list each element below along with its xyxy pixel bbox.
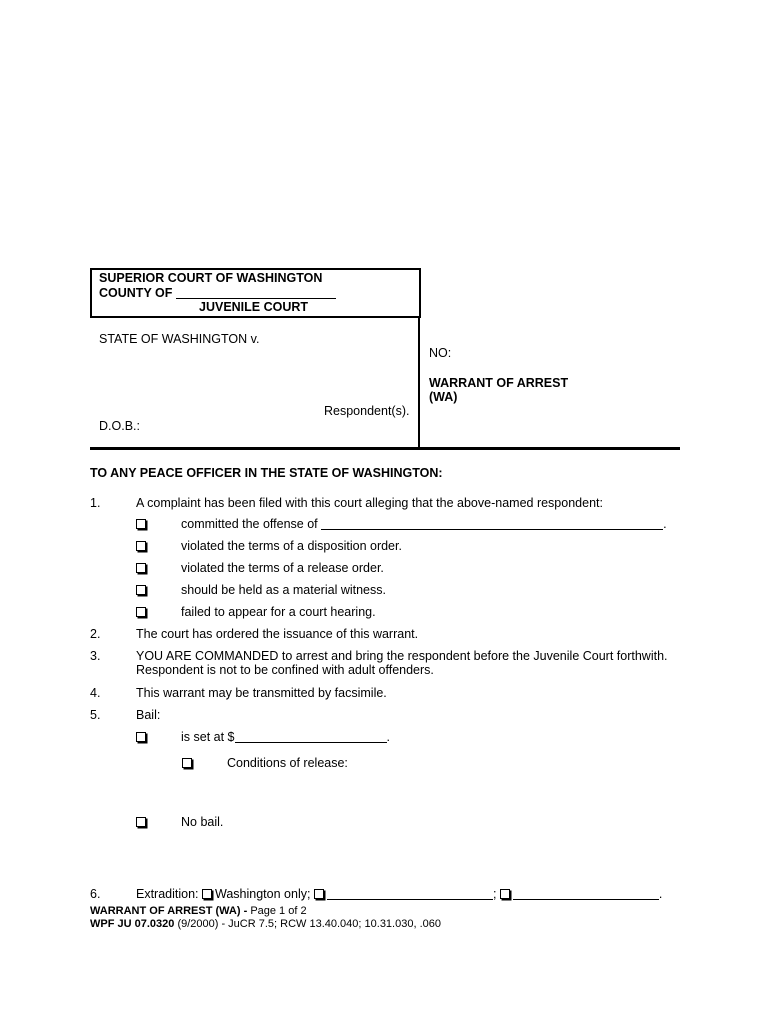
footer-form-id: WPF JU 07.0320 — [90, 918, 175, 930]
item-text: A complaint has been filed with this court alleging that the above-named respondent: — [136, 496, 603, 510]
checkbox-icon[interactable] — [202, 889, 212, 899]
checkbox-icon — [136, 519, 146, 529]
county-line — [99, 286, 336, 300]
bail-amount-line — [181, 730, 390, 744]
item-text: This warrant may be transmitted by facsimile. — [136, 686, 387, 700]
checkbox-icon — [136, 732, 146, 742]
document-title-line1: WARRANT OF ARREST — [429, 376, 569, 390]
checkbox[interactable] — [136, 583, 149, 597]
county-label: COUNTY OF — [99, 286, 173, 300]
caption-bottom-rule — [90, 447, 680, 450]
no-bail-label: No bail. — [181, 815, 224, 829]
extradition-blank-2[interactable] — [513, 887, 659, 900]
court-name: SUPERIOR COURT OF WASHINGTON — [99, 271, 323, 285]
footer-title: WARRANT OF ARREST (WA) - — [90, 905, 248, 917]
checkbox[interactable] — [136, 517, 149, 531]
allegation-label: violated the terms of a release order. — [181, 561, 384, 575]
state-vs-label: STATE OF WASHINGTON v. — [99, 332, 260, 346]
checkbox-icon[interactable] — [500, 889, 510, 899]
extradition-blank-1[interactable] — [327, 887, 493, 900]
period: . — [663, 517, 667, 531]
allegation-offense — [181, 517, 667, 531]
juvenile-court-label: JUVENILE COURT — [199, 300, 309, 314]
period: . — [386, 730, 390, 744]
caption-divider — [418, 316, 420, 449]
period: . — [658, 887, 663, 901]
bail-amount-blank[interactable] — [235, 730, 387, 743]
item-number: 4. — [90, 686, 101, 700]
item-number: 1. — [90, 496, 101, 510]
checkbox[interactable] — [136, 561, 149, 575]
footer-citation: (9/2000) - JuCR 7.5; RCW 13.40.040; 10.31.030, .060 — [177, 918, 441, 930]
dob-label: D.O.B.: — [99, 419, 140, 433]
respondent-label: Respondent(s). — [324, 404, 410, 418]
document-title-line2: (WA) — [429, 390, 458, 404]
footer-page: Page 1 of 2 — [250, 905, 307, 917]
checkbox-icon — [136, 541, 146, 551]
allegation-label: failed to appear for a court hearing. — [181, 605, 376, 619]
checkbox-icon — [136, 585, 146, 595]
extradition-line — [136, 887, 662, 901]
allegation-label: violated the terms of a disposition order. — [181, 539, 402, 553]
extradition-label: Extradition: — [136, 887, 199, 901]
footer-title-line — [90, 905, 307, 917]
checkbox-icon — [182, 758, 192, 768]
checkbox-icon — [136, 817, 146, 827]
footer-citation-line — [90, 918, 441, 930]
washington-only-label: Washington only; — [215, 887, 311, 901]
case-number-label: NO: — [429, 346, 452, 360]
allegation-label: committed the offense of — [181, 517, 318, 531]
checkbox[interactable] — [136, 730, 149, 744]
checkbox[interactable] — [136, 605, 149, 619]
checkbox-icon — [136, 607, 146, 617]
item-text: The court has ordered the issuance of this warrant. — [136, 627, 419, 641]
checkbox-icon[interactable] — [314, 889, 324, 899]
addressee-heading: TO ANY PEACE OFFICER IN THE STATE OF WASHINGTON: — [90, 466, 443, 480]
separator: ; — [492, 887, 497, 901]
item-text: Bail: — [136, 708, 161, 722]
item-number: 2. — [90, 627, 101, 641]
checkbox[interactable] — [136, 815, 149, 829]
offense-blank[interactable] — [321, 517, 663, 530]
item-number: 5. — [90, 708, 101, 722]
allegation-label: should be held as a material witness. — [181, 583, 386, 597]
county-blank[interactable] — [176, 286, 336, 299]
item-text: Respondent is not to be confined with adult offenders. — [136, 663, 434, 677]
item-number: 6. — [90, 887, 101, 901]
item-number: 3. — [90, 649, 101, 663]
conditions-label: Conditions of release: — [227, 756, 348, 770]
checkbox[interactable] — [136, 539, 149, 553]
bail-set-label: is set at $ — [181, 730, 235, 744]
checkbox-icon — [136, 563, 146, 573]
checkbox[interactable] — [182, 756, 195, 770]
item-text: YOU ARE COMMANDED to arrest and bring the respondent before the Juvenile Court forthwith. — [136, 649, 668, 663]
